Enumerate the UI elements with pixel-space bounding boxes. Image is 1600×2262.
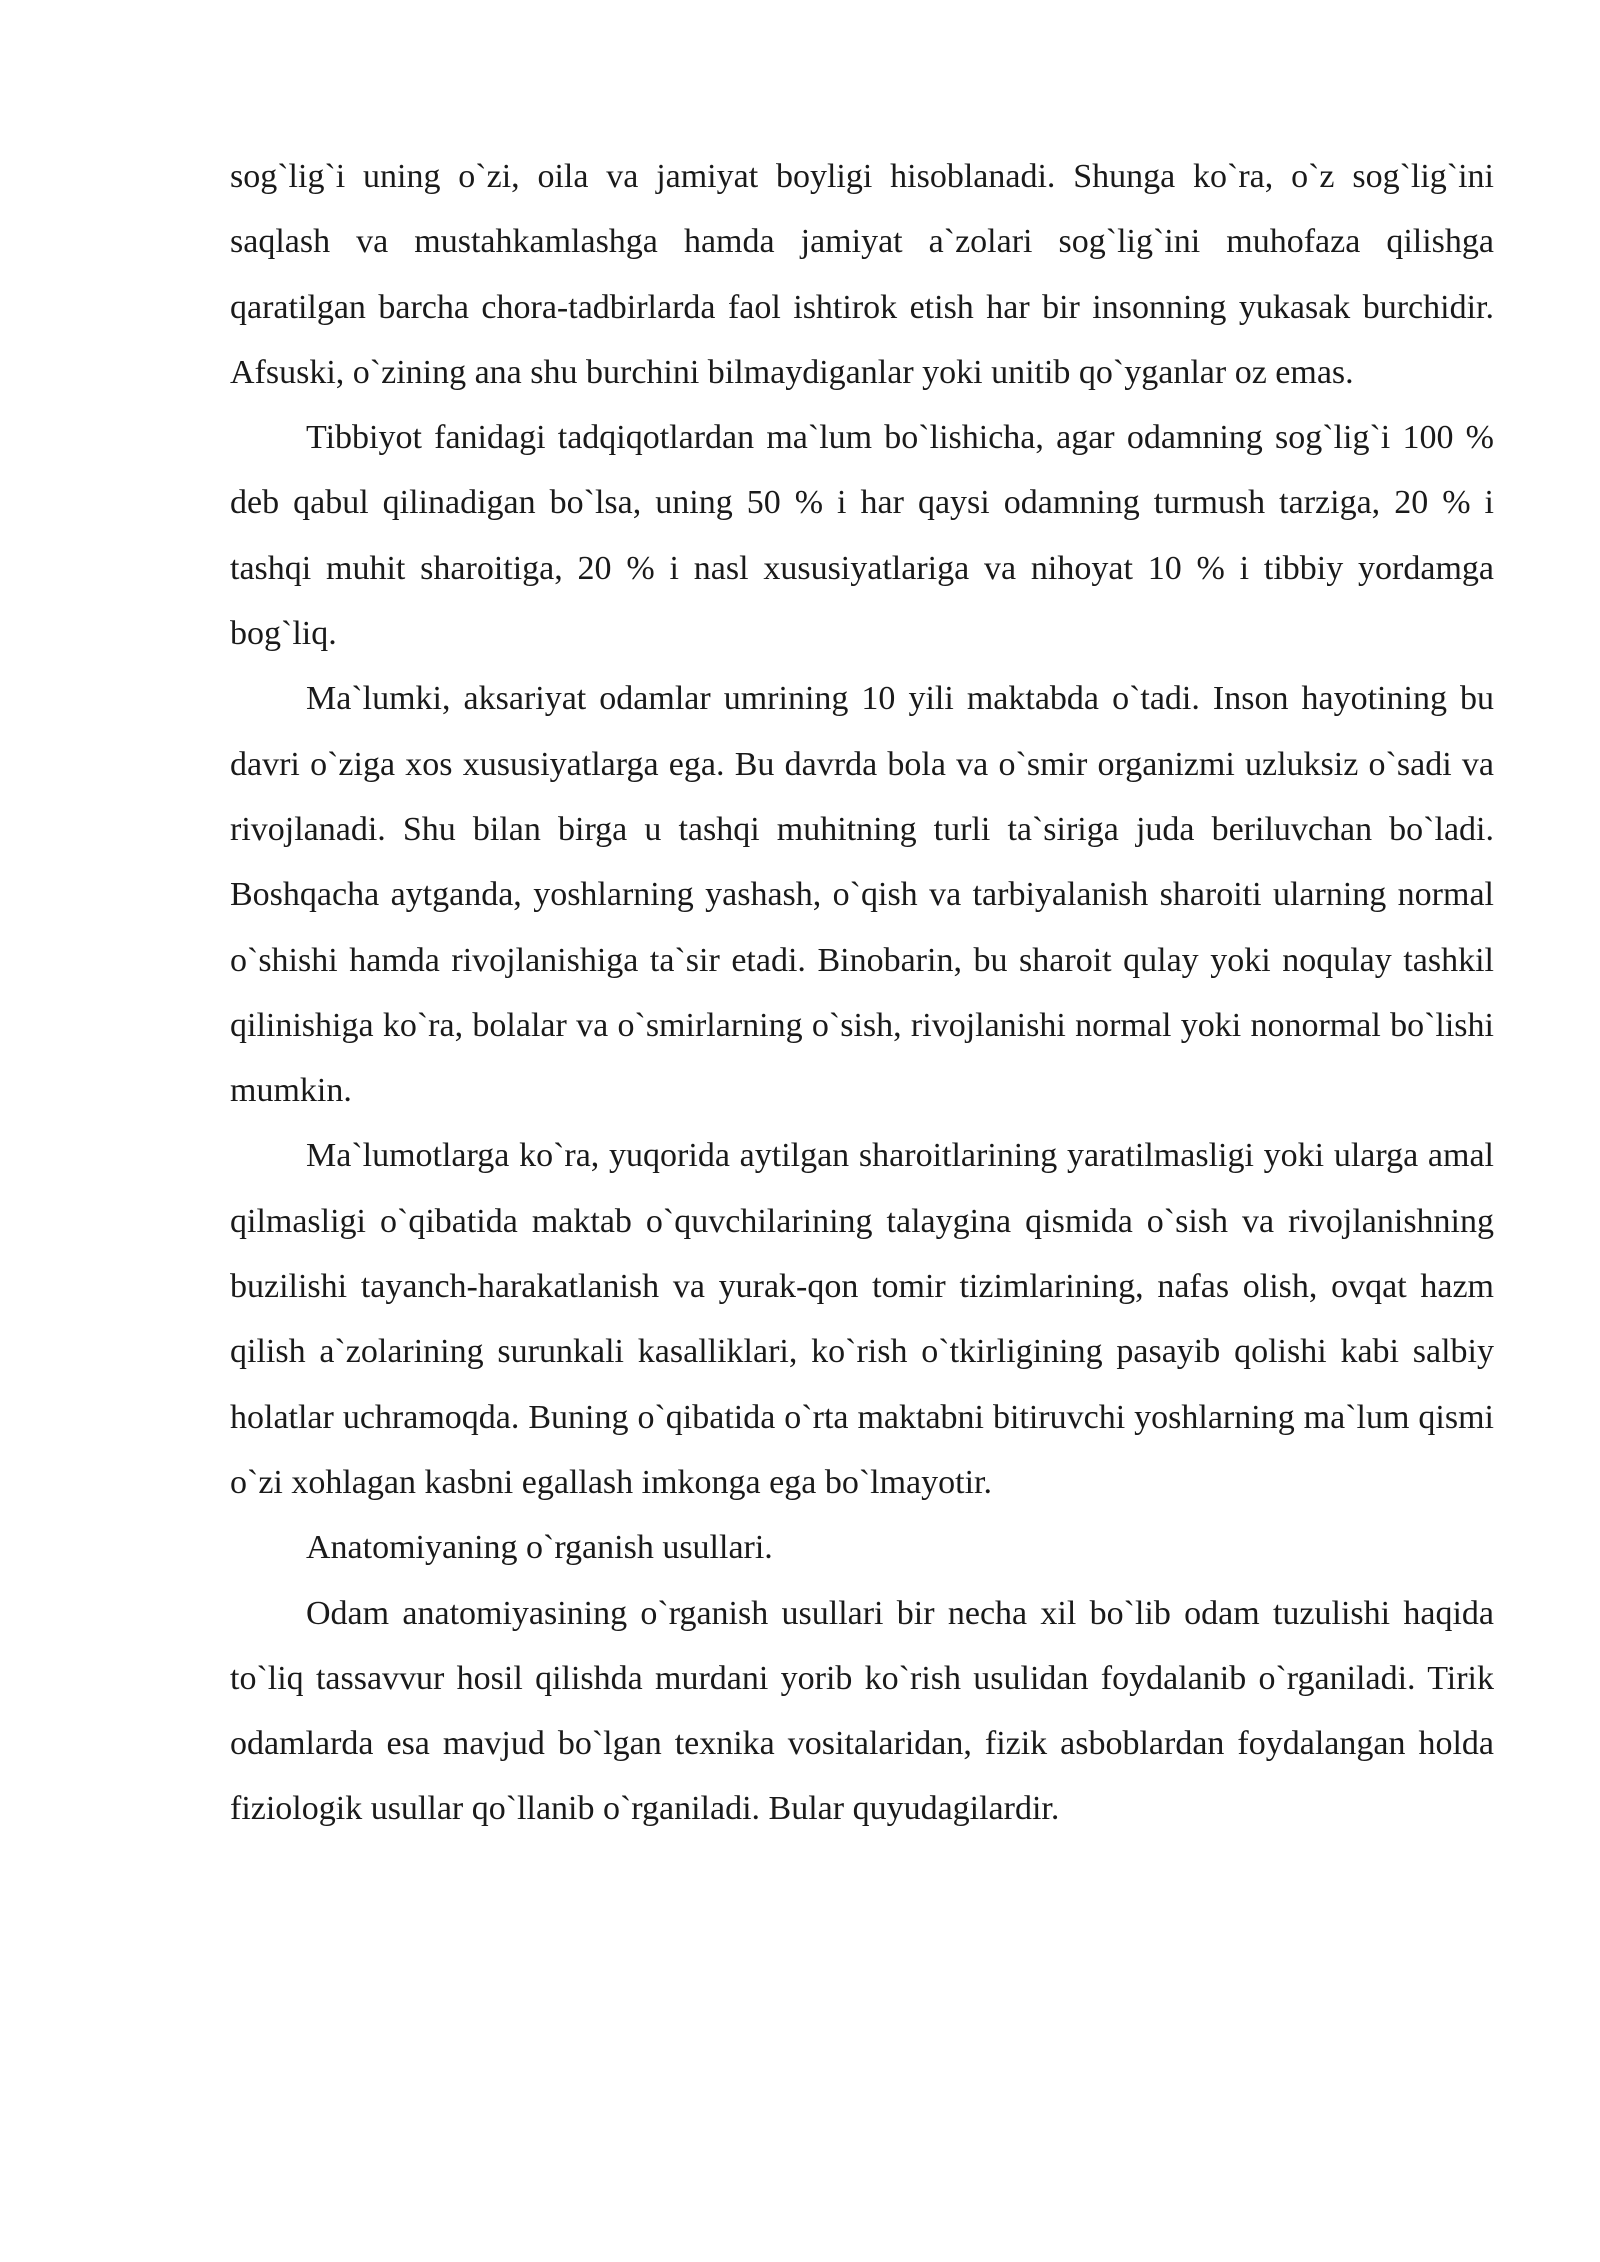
paragraph-study-methods: Odam anatomiyasining o`rganish usullari bir necha xil bo`lib odam tuzulishi haqida to`liq tassavvur hosil qilishda murdani yorib ko`rish usulidan foydalanib o`rganiladi. Tirik odamlarda esa mavjud bo`lgan texnika vositalaridan, fizik asboblardan foydalangan holda fiziologik usullar qo`llanib o`rganiladi. Bular quyudagilardir. [230,1594,1494,1828]
paragraph-health-problems: Ma`lumotlarga ko`ra, yuqorida aytilgan sharoitlarining yaratilmasligi yoki ularga amal qilmasligi o`qibatida maktab o`quvchilarining talaygina qismida o`sish va rivojlanishning buzilishi tayanch-harakatlanish va yurak-qon tomir tizimlarining, nafas olish, ovqat hazm qilish a`zolarining surunkali kasalliklari, ko`rish o`tkirligining pasayib qolishi kabi salbiy holatlar uchramoqda. Buning o`qibatida o`rta maktabni bitiruvchi yoshlarning ma`lum qismi o`zi xohlagan kasbni egallash imkonga ega bo`lmayotir. [230,1137,1494,1501]
section-heading-study-methods: Anatomiyaning o`rganish usullari. [306,1529,773,1567]
paragraph-health-statistics: Tibbiyot fanidagi tadqiqotlardan ma`lum bo`lishicha, agar odamning sog`lig`i 100 % deb qabul qilinadigan bo`lsa, uning 50 % i har qaysi odamning turmush tarziga, 20 % i tashqi muhit sharoitiga, 20 % i nasl xususiyatlariga va nihoyat 10 % i tibbiy yordamga bog`liq. [230,419,1494,653]
paragraph-continuation: sog`lig`i uning o`zi, oila va jamiyat boyligi hisoblanadi. Shunga ko`ra, o`z sog`lig`ini saqlash va mustahkamlashga hamda jamiyat a`zolari sog`lig`ini muhofaza qilishga qaratilgan barcha chora-tadbirlarda faol ishtirok etish har bir insonning yukasak burchidir. Afsuski, o`zining ana shu burchini bilmaydiganlar yoki unitib qo`yganlar oz emas. [230,158,1494,391]
paragraph-school-years: Ma`lumki, aksariyat odamlar umrining 10 yili maktabda o`tadi. Inson hayotining bu davri o`ziga xos xususiyatlarga ega. Bu davrda bola va o`smir organizmi uzluksiz o`sadi va rivojlanadi. Shu bilan birga u tashqi muhitning turli ta`siriga juda beriluvchan bo`ladi. Boshqacha aytganda, yoshlarning yashash, o`qish va tarbiyalanish sharoiti ularning normal o`shishi hamda rivojlanishiga ta`sir etadi. Binobarin, bu sharoit qulay yoki noqulay tashkil qilinishiga ko`ra, bolalar va o`smirlarning o`sish, rivojlanishi normal yoki nonormal bo`lishi mumkin. [230,680,1494,1110]
document-body [230,144,1494,1842]
